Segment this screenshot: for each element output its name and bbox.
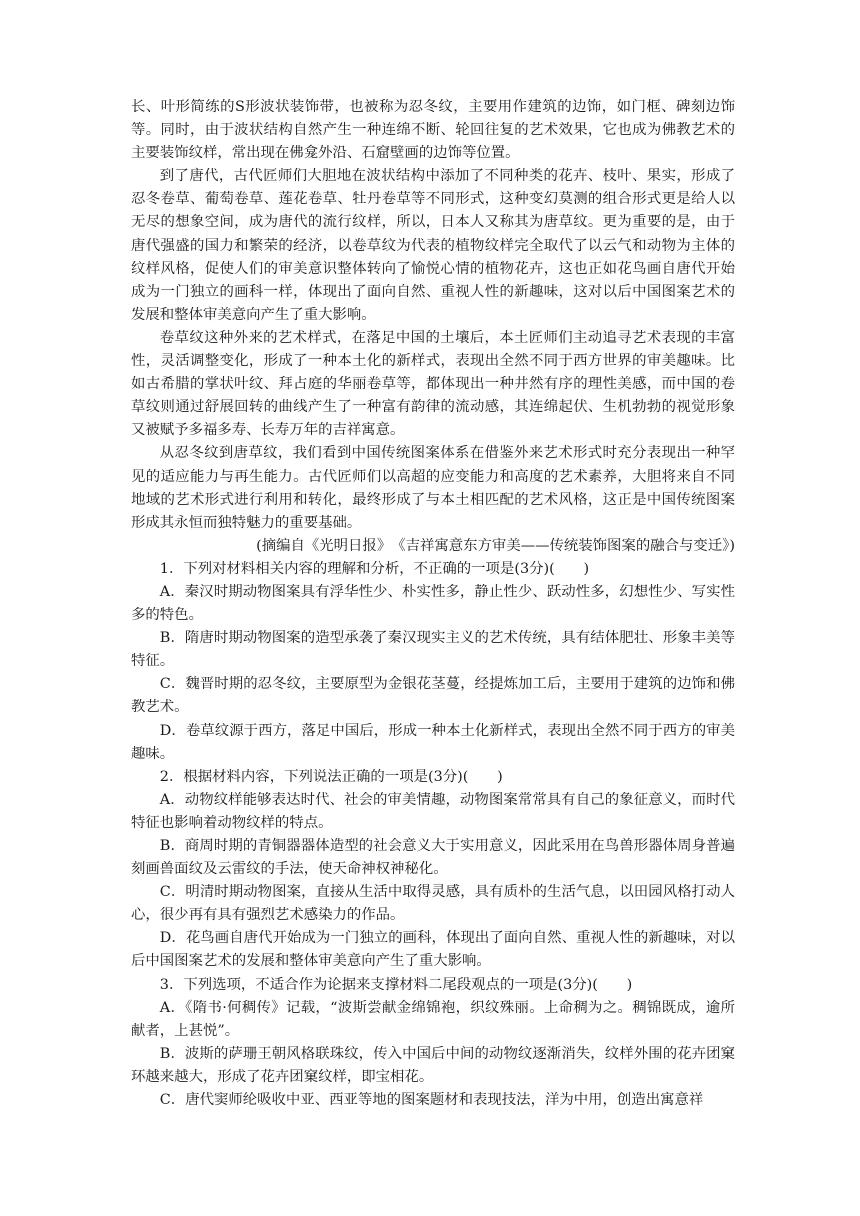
option-a: A．《隋书·何稠传》记载，“波斯尝献金绵锦袍，织纹殊丽。上命稠为之。稠锦既成，逾所献者，上甚悦”。: [131, 999, 735, 1039]
option-b: B．商周时期的青铜器器体造型的社会意义大于实用意义，因此采用在鸟兽形器体周身普遍刻画兽面纹及云雷纹的手法，使天命神权神秘化。: [131, 838, 735, 878]
body-paragraph: 卷草纹这种外来的艺术样式，在落足中国的土壤后，本土匠师们主动追寻艺术表现的丰富性，灵活调整变化，形成了一种本土化的新样式，表现出全然不同于西方世界的审美趣味。比如古希腊的掌状叶纹、拜占庭的华丽卷草等，都体现出一种井然有序的理性美感，而中国的卷草纹则通过舒展回转的曲线产生了一种富有韵律的流动感，其连绵起伏、生机勃勃的视觉形象又被赋予多福多寿、长寿万年的吉祥寓意。: [131, 329, 735, 439]
body-paragraph: 到了唐代，古代匠师们大胆地在波状结构中添加了不同种类的花卉、枝叶、果实，形成了忍冬卷草、葡萄卷草、莲花卷草、牡丹卷草等不同形式，这种变幻莫测的组合形式更是给人以无尽的想象空间，成为唐代的流行纹样，所以，日本人又称其为唐草纹。更为重要的是，由于唐代强盛的国力和繁荣的经济，以卷草纹为代表的植物纹样完全取代了以云气和动物为主体的纹样风格，促使人们的审美意识整体转向了愉悦心情的植物花卉，这也正如花鸟画自唐代开始成为一门独立的画科一样，体现出了面向自然、重视人性的新趣味，这对以后中国图案艺术的发展和整体审美意向产生了重大影响。: [131, 168, 735, 323]
option-c: C．明清时期动物图案，直接从生活中取得灵感，具有质朴的生活气息，以田园风格打动人心，很少再有具有强烈艺术感染力的作品。: [131, 884, 735, 924]
option-b: B．波斯的萨珊王朝风格联珠纹，传入中国后中间的动物纹逐渐消失，纹样外围的花卉团窠环越来越大，形成了花卉团窠纹样，即宝相花。: [131, 1045, 735, 1085]
option-a: A．秦汉时期动物图案具有浮华性少、朴实性多，静止性少、跃动性多，幻想性少、写实性多的特色。: [131, 583, 735, 624]
option-d: D．卷草纹源于西方，落足中国后，形成一种本土化新样式，表现出全然不同于西方的审美趣味。: [131, 722, 735, 762]
option-b: B．隋唐时期动物图案的造型承袭了秦汉现实主义的艺术传统，具有结体肥壮、形象丰美等特征。: [131, 630, 735, 670]
option-d: D．花鸟画自唐代开始成为一门独立的画科，体现出了面向自然、重视人性的新趣味，对以后中国图案艺术的发展和整体审美意向产生了重大影响。: [131, 930, 735, 970]
body-paragraph: 从忍冬纹到唐草纹，我们看到中国传统图案体系在借鉴外来艺术形式时充分表现出一种罕见的适应能力与再生能力。古代匠师们以高超的应变能力和高度的艺术素养，大胆将来自不同地域的艺术形式进行利用和转化，最终形成了与本土相匹配的艺术风格，这正是中国传统图案形成其永恒而独特魅力的重要基础。: [131, 445, 735, 531]
question-stem: 2．根据材料内容，下列说法正确的一项是(3分)( ): [159, 768, 503, 785]
source-citation: (摘编自《光明日报》 《吉祥寓意东方审美——传统装饰图案的融合与变迁》): [256, 537, 735, 554]
question-stem: 1．下列对材料相关内容的理解和分析，不正确的一项是(3分)( ): [159, 560, 590, 577]
option-c: C．魏晋时期的忍冬纹，主要原型为金银花茎蔓，经提炼加工后，主要用于建筑的边饰和佛教艺术。: [131, 676, 735, 716]
option-a: A．动物纹样能够表达时代、社会的审美情趣，动物图案常常具有自己的象征意义，而时代特征也影响着动物纹样的特点。: [131, 791, 735, 831]
question-stem: 3．下列选项，不适合作为论据来支撑材料二尾段观点的一项是(3分)( ): [159, 976, 633, 993]
option-c: C．唐代窦师纶吸收中亚、西亚等地的图案题材和表现技法，洋为中用，创造出寓意祥: [159, 1092, 704, 1109]
document-page: [131, 96, 735, 1112]
body-paragraph: 长、叶形简练的S形波状装饰带，也被称为忍冬纹，主要用作建筑的边饰，如门框、碑刻边饰等。同时，由于波状结构自然产生一种连绵不断、轮回往复的艺术效果，它也成为佛教艺术的主要装饰纹样，常出现在佛龛外沿、石窟壁画的边饰等位置。: [131, 99, 735, 162]
